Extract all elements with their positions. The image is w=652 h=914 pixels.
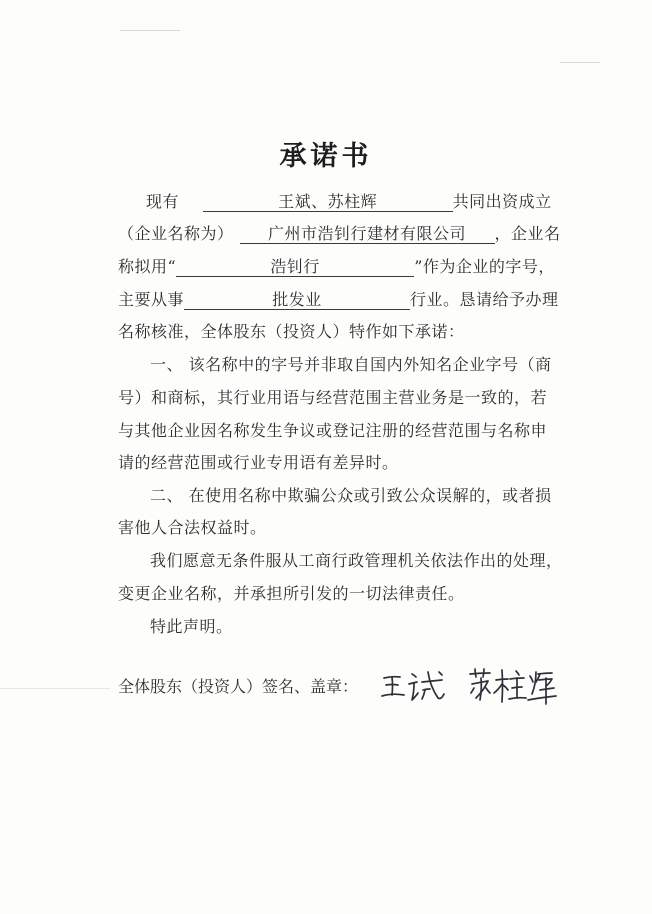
company-name-suffix: ，企业名 [494, 224, 561, 243]
business-prefix: 主要从事 [118, 290, 185, 309]
scan-artifact [0, 688, 110, 689]
intro-line-5: 名称核准，全体股东（投资人）特作如下承诺： [118, 322, 465, 341]
intro-line-1 [146, 192, 606, 212]
intro-line-4 [118, 290, 578, 310]
declaration-text: 特此声明。 [150, 617, 233, 636]
trade-name-prefix: 称拟用“ [118, 257, 177, 276]
commitment-item-1-line-2: 号）和商标，其行业用语与经营范围主营业务是一致的，若 [118, 388, 548, 407]
commitment-item-2-line-1: 二、 在使用名称中欺骗公众或引致公众误解的，或者损 [150, 486, 552, 505]
commitment-item-1-line-4: 请的经营范围或行业专用语有差异时。 [118, 453, 399, 472]
scan-artifact [560, 62, 600, 63]
scan-artifact [120, 30, 180, 31]
commitment-item-1-line-1: 一、 该名称中的字号并非取自国内外知名企业字号（商 [150, 355, 552, 374]
signature-label: 全体股东（投资人）签名、盖章： [118, 677, 359, 696]
handwritten-signature [378, 660, 558, 710]
business-field: 批发业 [184, 291, 410, 310]
shareholders-field: 王斌、苏柱辉 [203, 193, 453, 212]
document-title: 承诺书 [279, 141, 373, 172]
business-suffix: 行业。恳请给予办理 [410, 290, 559, 309]
intro-prefix: 现有 [146, 192, 180, 211]
intro-suffix: 共同出资成立 [452, 192, 552, 211]
company-name-field: 广州市浩钊行建材有限公司 [240, 225, 495, 244]
commitment-item-2-line-2: 害他人合法权益时。 [118, 518, 267, 537]
trade-name-suffix: ”作为企业的字号， [414, 257, 555, 276]
obligation-line-2: 变更企业名称，并承担所引发的一切法律责任。 [118, 584, 465, 603]
intro-line-3 [118, 257, 578, 277]
trade-name-field: 浩钊行 [176, 258, 414, 277]
intro-line-2 [118, 224, 578, 244]
obligation-line-1: 我们愿意无条件服从工商行政管理机关依法作出的处理， [150, 551, 563, 570]
commitment-item-1-line-3: 与其他企业因名称发生争议或登记注册的经营范围与名称申 [118, 421, 548, 440]
company-name-prefix: （企业名称为） [118, 224, 234, 243]
